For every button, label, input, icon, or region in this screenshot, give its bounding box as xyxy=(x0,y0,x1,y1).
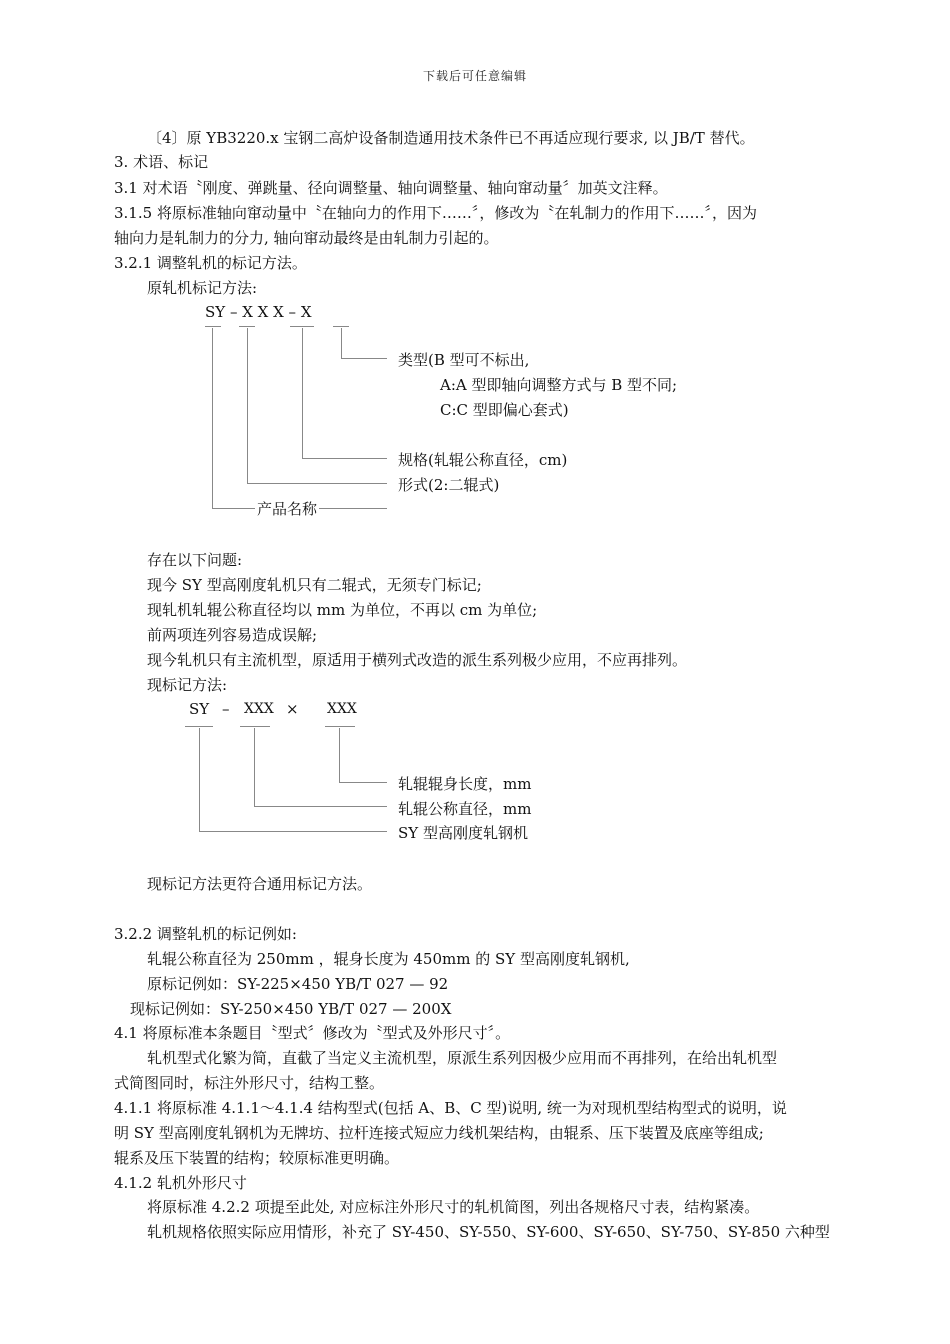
paragraph-line: 现标记例如：SY-250×450 YB/T 027 — 200X xyxy=(130,1000,452,1018)
paragraph-line: 轴向力是轧制力的分力, 轴向窜动最终是由轧制力引起的。 xyxy=(114,229,499,247)
new-code-length: XXX xyxy=(327,701,357,717)
connector-line xyxy=(341,358,387,359)
section-heading: 4.1.2 轧机外形尺寸 xyxy=(114,1174,247,1192)
underline xyxy=(205,326,221,327)
paragraph-line: 将原标准 4.2.2 项提至此处, 对应标注外形尺寸的轧机简图，列出各规格尺寸表，结构紧凑。 xyxy=(147,1198,760,1216)
section-heading: 4.1 将原标准本条题目〝型式〞修改为〝型式及外形尺寸〞。 xyxy=(114,1024,511,1042)
paragraph-line: 原标记例如：SY-225×450 YB/T 027 — 92 xyxy=(147,975,449,993)
underline xyxy=(290,326,314,327)
paragraph-line: 辊系及压下装置的结构；较原标准更明确。 xyxy=(114,1149,400,1167)
connector-line xyxy=(341,328,342,358)
paragraph-line: 现轧机轧辊公称直径均以 mm 为单位，不再以 cm 为单位; xyxy=(147,601,538,619)
paragraph-line: 3.2.1 调整轧机的标记方法。 xyxy=(114,254,307,272)
connector-line xyxy=(199,831,387,832)
paragraph-line: 式简图同时，标注外形尺寸，结构工整。 xyxy=(114,1074,385,1092)
new-code-sy: SY xyxy=(189,700,210,718)
paragraph-line: 现标记方法更符合通用标记方法。 xyxy=(147,875,373,893)
label-body-length: 轧辊辊身长度，mm xyxy=(398,775,532,793)
label-spec: 规格(轧辊公称直径，cm) xyxy=(398,451,568,469)
underline xyxy=(325,726,355,727)
connector-line xyxy=(254,728,255,806)
page-header: 下载后可任意编辑 xyxy=(422,69,527,83)
paragraph-line: 4.1.1 将原标准 4.1.1～4.1.4 结构型式(包括 A、B、C 型)说明, 统一为对现机型结构型式的说明，说 xyxy=(114,1099,787,1117)
paragraph-line: 3.1.5 将原标准轴向窜动量中〝在轴向力的作用下……〞，修改为〝在轧制力的作用下……〞，因为 xyxy=(114,204,757,222)
underline xyxy=(185,726,213,727)
underline xyxy=(239,326,255,327)
label-mill-type: SY 型高刚度轧钢机 xyxy=(398,824,528,842)
label-type-c: C:C 型即偏心套式) xyxy=(440,401,569,419)
paragraph-line: 〔4〕原 YB3220.x 宝钢二高炉设备制造通用技术条件已不再适应现行要求, 以 JB/T 替代。 xyxy=(147,129,755,147)
label-type: 类型(B 型可不标出, xyxy=(398,351,530,369)
connector-line xyxy=(199,728,200,831)
paragraph-line: 轧机型式化繁为简，直截了当定义主流机型，原派生系列因极少应用而不再排列，在给出轧机型 xyxy=(147,1049,778,1067)
label-nominal-diameter: 轧辊公称直径，mm xyxy=(398,800,532,818)
connector-line xyxy=(247,483,387,484)
new-code-times: × xyxy=(286,700,299,718)
paragraph-line: 现今轧机只有主流机型，原适用于横列式改造的派生系列极少应用，不应再排列。 xyxy=(147,651,688,669)
paragraph-line: 轧辊公称直径为 250mm ，辊身长度为 450mm 的 SY 型高刚度轧钢机, xyxy=(147,950,630,968)
label-type-a: A:A 型即轴向调整方式与 B 型不同; xyxy=(440,376,678,394)
new-code-dash: – xyxy=(222,700,230,718)
underline xyxy=(240,726,270,727)
connector-line xyxy=(302,328,303,458)
old-marking-code: SY – X X X – X xyxy=(205,303,312,321)
connector-line xyxy=(339,782,387,783)
paragraph-line: 3.1 对术语〝刚度、弹跳量、径向调整量、轴向调整量、轴向窜动量〞加英文注释。 xyxy=(114,179,668,197)
connector-line xyxy=(254,806,387,807)
connector-line xyxy=(339,728,340,782)
section-heading: 3. 术语、标记 xyxy=(114,153,209,171)
paragraph-line: 明 SY 型高刚度轧钢机为无牌坊、拉杆连接式短应力线机架结构，由辊系、压下装置及底座等组成; xyxy=(114,1124,764,1142)
label-product-name: 产品名称 xyxy=(257,500,318,518)
paragraph-line: 存在以下问题: xyxy=(147,551,243,569)
paragraph-line: 现今 SY 型高刚度轧机只有二辊式，无须专门标记; xyxy=(147,576,482,594)
paragraph-line: 轧机规格依照实际应用情形，补充了 SY-450、SY-550、SY-600、SY-650、SY-750、SY-850 六种型 xyxy=(147,1223,830,1241)
connector-line xyxy=(212,328,213,508)
connector-line xyxy=(302,458,387,459)
connector-line xyxy=(247,328,248,483)
label-form: 形式(2:二辊式) xyxy=(398,476,500,494)
paragraph-line: 原轧机标记方法: xyxy=(147,279,258,297)
paragraph-line: 现标记方法: xyxy=(147,676,228,694)
section-heading: 3.2.2 调整轧机的标记例如: xyxy=(114,925,297,943)
new-code-diameter: XXX xyxy=(244,701,274,717)
underline xyxy=(333,326,349,327)
paragraph-line: 前两项连列容易造成误解; xyxy=(147,626,318,644)
